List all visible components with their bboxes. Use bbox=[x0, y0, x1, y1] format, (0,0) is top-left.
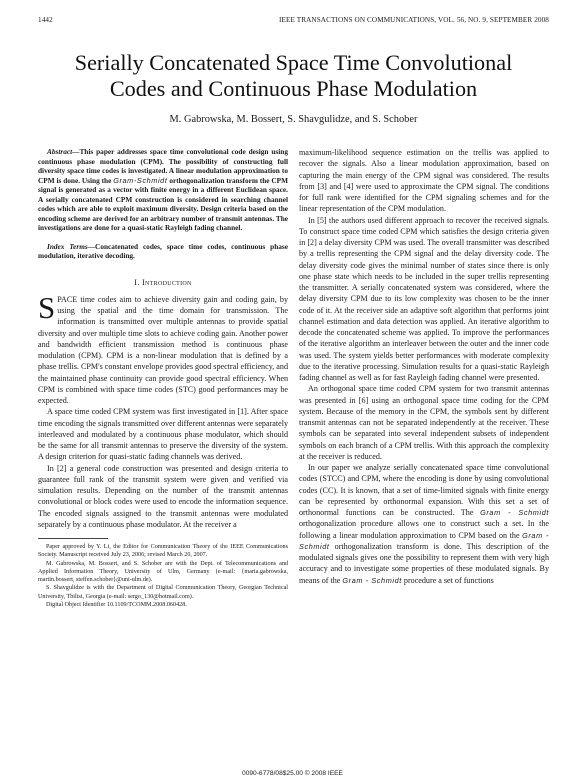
intro-paragraph-2: A space time coded CPM system was first investigated in [1]. After space time encoding the signals transmitted over different antennas were separately interleaved and modulated by a continuous phase modulator, which should be the same for all transmit antennas to preserve the diversity of the system. A design criterion for quasi-static fading channels was derived. bbox=[38, 407, 288, 462]
right-column bbox=[299, 147, 549, 609]
right-paragraph-3: An orthogonal space time coded CPM system for two transmit antennas was presented in [6] using an orthogonal space time coding for the CPM system. Because of the memory in the CPM, the symbols sent by different transmit antennas can not be separated independently at the receiver. These symbols can be separated into several independent subsets of independent symbols on each branch of a CPM trellis. With this approach the complexity at the receiver is reduced. bbox=[299, 384, 549, 461]
title-line-1: Serially Concatenated Space Time Convolutional bbox=[74, 50, 513, 75]
gram-schmidt-term: Gram - Schmidt bbox=[299, 530, 549, 551]
footnotes bbox=[38, 543, 288, 609]
gram-schmidt-term: Gram - Schmidt bbox=[480, 508, 549, 517]
body-columns bbox=[38, 147, 549, 609]
drop-cap: S bbox=[38, 289, 56, 325]
index-terms-label: Index Terms bbox=[47, 241, 88, 251]
abstract-text-1: —This paper addresses space time convolutional code design using continuous phase modulation (CPM). The possibility of constructing full diversity space time codes is investigated. A linear modulation approximation to CPM is done. Using the bbox=[38, 147, 288, 185]
title-line-2: Codes and Continuous Phase Modulation bbox=[109, 76, 478, 101]
right-paragraph-1: maximum-likelihood sequence estimation on the trellis was applied to recover the signals. Also a linear modulation approximation, based on capturing the main energy of the CPM signal was considered. The results from [3] and [4] were used to approximate the CPM signal. The conditions for full rank were identified for the CPM signaling schemes and for the linear representation of the CPM modulation. bbox=[299, 148, 549, 214]
gram-schmidt-term: Gram-Schmidt bbox=[113, 175, 168, 185]
left-column bbox=[38, 147, 288, 609]
intro-paragraph-1-text: PACE time codes aim to achieve diversity gain and coding gain, by using the spatial and the time domain for transmission. The information is transmitted over multiple antennas to provide spatial diversity and over multiple time slots to achieve coding gain. Another power and bandwidth efficient transmission method is continuous phase modulation (CPM). CPM is a non-linear modulation that is defined by a phase trellis. CPM's constant envelope provides good spectral efficiency, and the maintained phase continuity can provide good spectral efficiency. When CPM is combined with space time codes (STC) good performances may be expected. bbox=[38, 294, 288, 405]
abstract-text-2: orthogonalization transform the CPM signal is generated as a vector with finite energy in a different Euclidean space. A serially concatenated CPM construction is considered in searching channel codes which are able to exploit maximum diversity. Design criteria based on the encoding scheme are derived for an arbitrary number of transmit antennas. The investigations are done for a quasi-static Rayleigh fading channel. bbox=[38, 175, 289, 232]
index-terms bbox=[38, 242, 288, 261]
paper-title bbox=[38, 50, 549, 102]
right-paragraph-4-part-b: orthogonalization procedure allows one to construct such a set. In the following a linear modulation approximation to CPM based on the bbox=[299, 519, 549, 540]
intro-paragraph-1 bbox=[38, 289, 288, 407]
footnote-doi: Digital Object Identifier 10.1109/TCOMM.2008.060428. bbox=[46, 602, 187, 609]
abstract bbox=[38, 147, 288, 233]
right-paragraph-4 bbox=[299, 462, 549, 586]
footnote-affiliation-tbilisi: S. Shavgulidze is with the Department of Digital Communication Theory, Georgian Technical University, Tbilisi, Georgia (e-mail: sergo_130@hotmail.com). bbox=[38, 585, 288, 600]
footnote-editor: Paper approved by Y. Li, the Editor for Communication Theory of the IEEE Communications Society. Manuscript received July 23, 2006; revised March 20, 2007. bbox=[38, 544, 288, 559]
intro-paragraph-3: In [2] a general code construction was presented and design criteria to guarantee full rank of the transmit system were given and verified via simulation results. Depending on the number of the transmit antennas convolutional or block codes were used to encode the information sequence. The encoded signals assigned to the transmit antennas were modulated separately by a continuous phase modulator. At the receiver a bbox=[38, 463, 288, 529]
abstract-label: Abstract bbox=[47, 147, 73, 156]
index-terms-text: —Concatenated codes, space time codes, continuous phase modulation, iterative decoding. bbox=[38, 241, 288, 260]
section-heading-introduction: I. Introduction bbox=[134, 277, 192, 287]
running-header bbox=[38, 16, 549, 28]
journal-name: IEEE TRANSACTIONS ON COMMUNICATIONS, VOL. 56, NO. 9, SEPTEMBER 2008 bbox=[279, 16, 549, 24]
author-list: M. Gabrowska, M. Bossert, S. Shavgulidze, and S. Schober bbox=[169, 114, 418, 125]
footnote-rule bbox=[38, 538, 108, 539]
right-paragraph-2: In [5] the authors used different approach to recover the received signals. To construct space time coded CPM which satisfies the design criteria given in [2] a delay diversity CPM was used. The overall transmitter was described by a trellis representing the CPM signal and the delay diversity code. The delay diversity code gives the minimal number of states since there is only one phase state which needs to be included in the super trellis representing the transmitter. A serially concatenated system was considered, where the delay diversity CPM due to its low complexity was chosen to be the inner code of it. At the receiver side an adaptive soft algorithm that performs joint channel estimation and data detection was applied. An iterative algorithm to decode the concatenated scheme was applied. To improve the performances of the iterative algorithm an interleaver between the outer and the inner code was used. The system yields better performances with moderate complexity due to the iterative processing. Simulation results for a quasi-static Rayleigh fading channel as well as for fast Rayleigh fading channel were presented. bbox=[299, 215, 549, 382]
gram-schmidt-term: Gram - Schmidt bbox=[342, 575, 402, 585]
right-paragraph-4-part-c: orthogonalization transform is done. This description of the modulated signals gives one the possibility to represent them with very high accuracy and to investigate some properties of these modulated signals. By means of the bbox=[299, 541, 549, 585]
right-paragraph-4-part-a: In our paper we analyze serially concatenated space time convolutional codes (STCC) and CPM, where the encoding is done by using convolutional codes (CC). It is known, that a set of time-limited signals with finite energy can be represented by orthonormal expansion. With this set a set of orthonormal functions can be constructed. The bbox=[299, 463, 549, 517]
footnote-affiliation-ulm: M. Gabrowska, M. Bossert, and S. Schober are with the Dept. of Telecommunications and Applied Information Theory, University of Ulm, Germany (e-mail: {maria.gabrowska, martin.bossert, steffen.schober}@uni-ulm.de). bbox=[38, 560, 288, 584]
page-number: 1442 bbox=[38, 16, 53, 24]
right-paragraph-4-part-d: procedure a set of functions bbox=[401, 575, 494, 585]
copyright-line: 0090-6778/08$25.00 © 2008 IEEE bbox=[242, 770, 343, 777]
